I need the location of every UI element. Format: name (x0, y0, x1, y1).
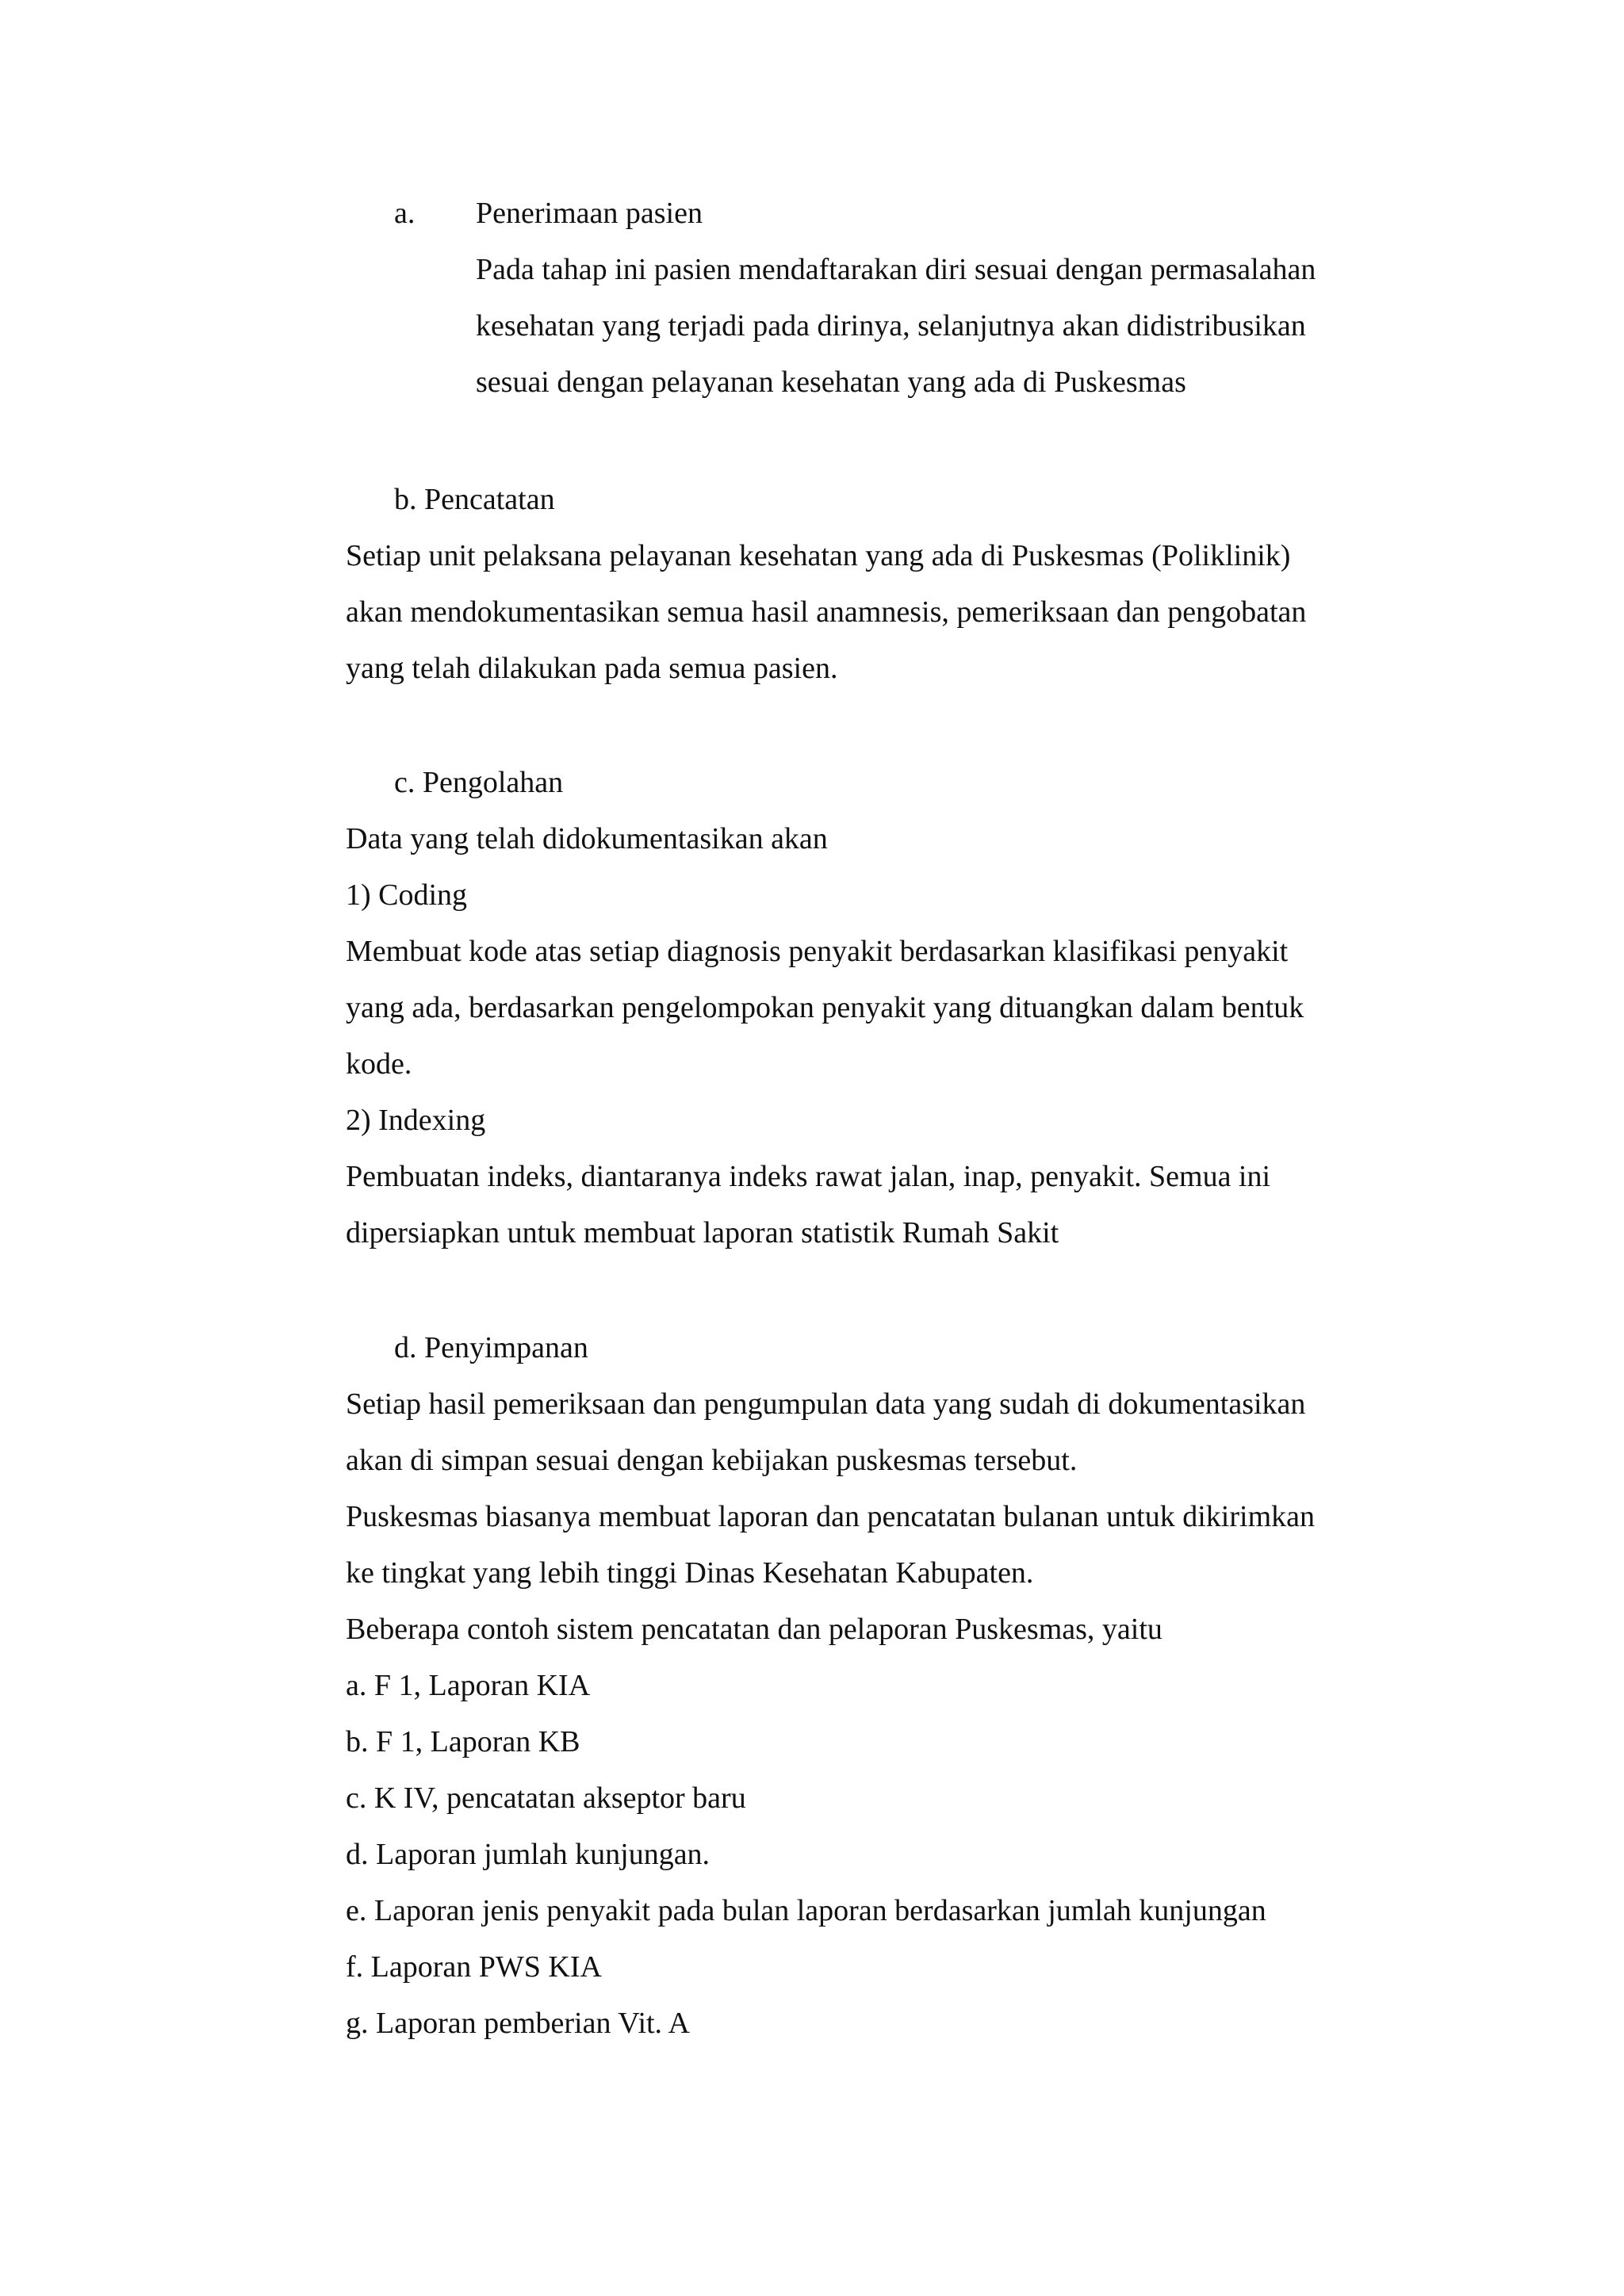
section-a-line-2: kesehatan yang terjadi pada dirinya, selanjutnya akan didistribusikan (476, 309, 1306, 342)
coding-line-3: kode. (346, 1047, 412, 1081)
section-a-line-3: sesuai dengan pelayanan kesehatan yang ada di Puskesmas (476, 365, 1186, 399)
section-b-line-1: Setiap unit pelaksana pelayanan kesehatan yang ada di Puskesmas (Poliklinik) (346, 539, 1291, 572)
report-item-d: d. Laporan jumlah kunjungan. (346, 1838, 710, 1871)
section-a-line-1: Pada tahap ini pasien mendaftarakan diri sesuai dengan permasalahan (476, 253, 1316, 286)
report-item-c: c. K IV, pencatatan akseptor baru (346, 1781, 746, 1815)
section-b-heading: b. Pencatatan (394, 483, 555, 516)
report-item-e: e. Laporan jenis penyakit pada bulan laporan berdasarkan jumlah kunjungan (346, 1894, 1266, 1927)
section-c-heading: c. Pengolahan (394, 766, 564, 799)
section-d-heading: d. Penyimpanan (394, 1331, 588, 1364)
report-item-f: f. Laporan PWS KIA (346, 1950, 602, 1984)
coding-title: 1) Coding (346, 878, 468, 912)
report-item-b: b. F 1, Laporan KB (346, 1725, 580, 1758)
section-d-line-3: Puskesmas biasanya membuat laporan dan pencatatan bulanan untuk dikirimkan (346, 1500, 1315, 1533)
section-d-line-1: Setiap hasil pemeriksaan dan pengumpulan data yang sudah di dokumentasikan (346, 1387, 1306, 1421)
indexing-line-2: dipersiapkan untuk membuat laporan statistik Rumah Sakit (346, 1216, 1059, 1249)
section-a-heading: Penerimaan pasien (476, 197, 703, 230)
section-b-line-3: yang telah dilakukan pada semua pasien. (346, 652, 838, 685)
section-d-line-5: Beberapa contoh sistem pencatatan dan pelaporan Puskesmas, yaitu (346, 1613, 1162, 1646)
section-d-line-2: akan di simpan sesuai dengan kebijakan puskesmas tersebut. (346, 1444, 1078, 1477)
coding-line-1: Membuat kode atas setiap diagnosis penyakit berdasarkan klasifikasi penyakit (346, 935, 1289, 968)
report-item-g: g. Laporan pemberian Vit. A (346, 2007, 690, 2040)
indexing-title: 2) Indexing (346, 1104, 486, 1137)
report-item-a: a. F 1, Laporan KIA (346, 1669, 591, 1702)
coding-line-2: yang ada, berdasarkan pengelompokan penyakit yang dituangkan dalam bentuk (346, 991, 1304, 1024)
section-b-line-2: akan mendokumentasikan semua hasil anamnesis, pemeriksaan dan pengobatan (346, 595, 1307, 629)
indexing-line-1: Pembuatan indeks, diantaranya indeks rawat jalan, inap, penyakit. Semua ini (346, 1160, 1271, 1193)
section-d-line-4: ke tingkat yang lebih tinggi Dinas Kesehatan Kabupaten. (346, 1556, 1034, 1590)
section-c-intro: Data yang telah didokumentasikan akan (346, 822, 828, 855)
section-a-marker: a. (394, 197, 416, 230)
